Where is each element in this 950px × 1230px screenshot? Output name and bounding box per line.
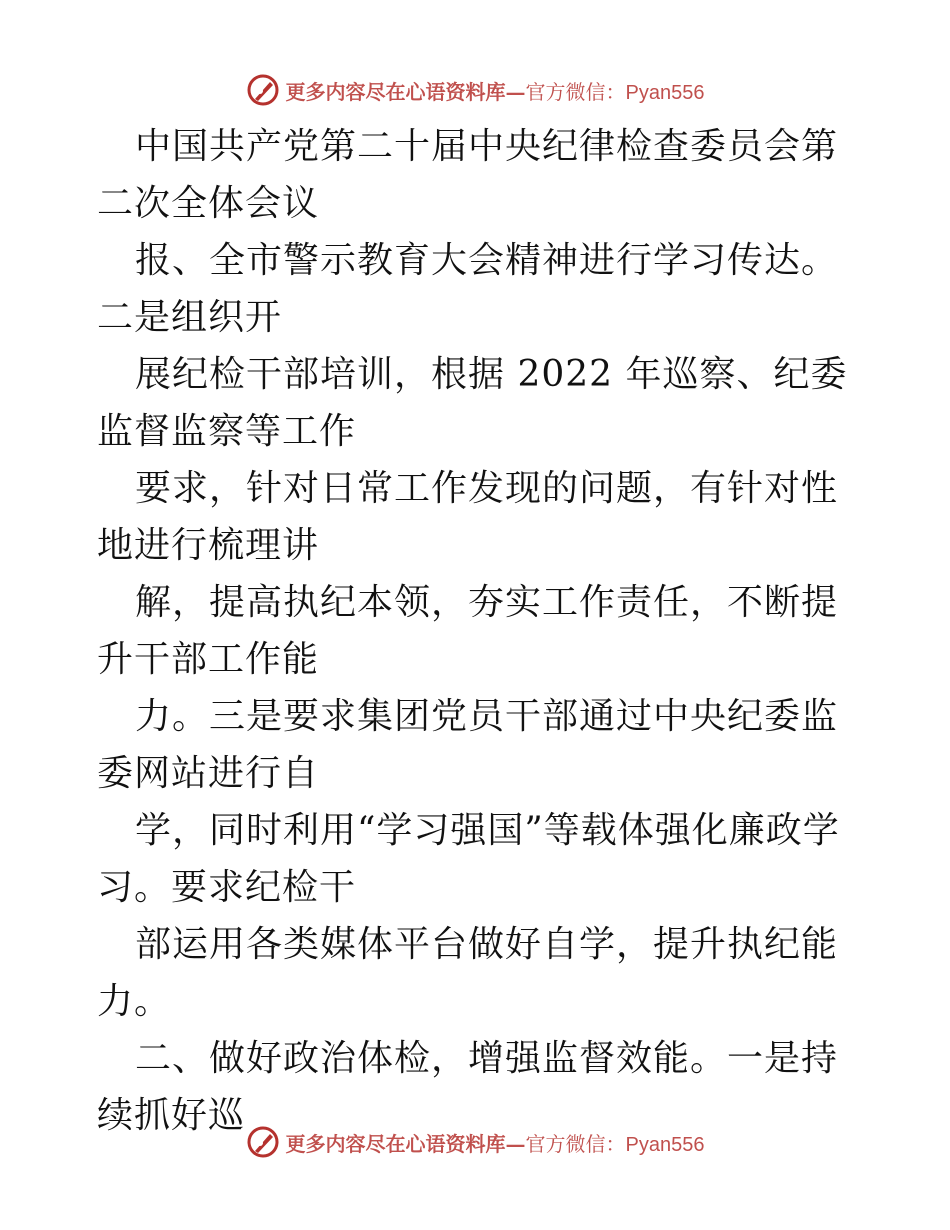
paragraph: 部运用各类媒体平台做好自学，提升执纪能力。: [97, 924, 839, 1022]
footer-promo-text: 更多内容尽在心语资料库—: [285, 1131, 526, 1156]
paragraph: 解，提高执纪本领，夯实工作责任，不断提升干部工作能: [97, 582, 839, 680]
pen-logo-icon: [246, 73, 280, 107]
paragraph: 要求，针对日常工作发现的问题，有针对性地进行梳理讲: [97, 468, 839, 566]
header-wechat-text: 官方微信：Pyan556: [525, 81, 705, 104]
footer-banner: [0, 1122, 950, 1162]
header-promo-text: 更多内容尽在心语资料库—: [285, 79, 526, 104]
paragraph: 学，同时利用“学习强国”等载体强化廉政学习。要求纪检干: [97, 810, 840, 908]
pen-logo-icon: [246, 1125, 280, 1159]
paragraph: 报、全市警示教育大会精神进行学习传达。二是组织开: [97, 240, 839, 338]
paragraph: 二、做好政治体检，增强监督效能。一是持续抓好巡: [97, 1038, 839, 1136]
document-body: [97, 118, 857, 1144]
paragraph: 展纪检干部培训，根据 2022 年巡察、纪委监督监察等工作: [97, 354, 848, 452]
header-banner: [0, 70, 950, 110]
paragraph: 中国共产党第二十届中央纪律检查委员会第二次全体会议: [97, 126, 839, 224]
paragraph: 力。三是要求集团党员干部通过中央纪委监委网站进行自: [97, 696, 839, 794]
footer-wechat-text: 官方微信：Pyan556: [525, 1133, 705, 1156]
